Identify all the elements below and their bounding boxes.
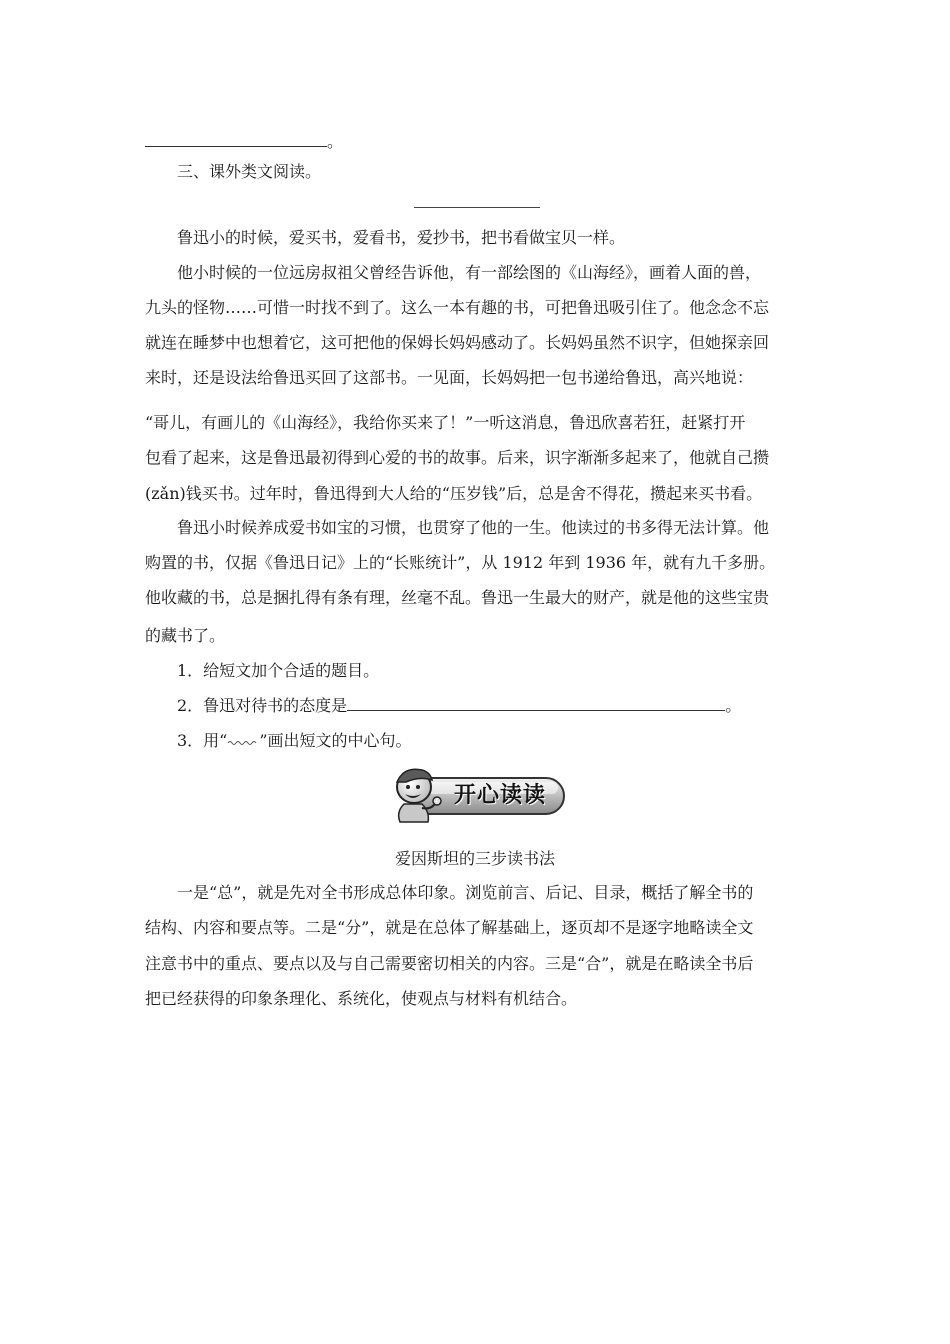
passage1-line: 鲁迅小时候养成爱书如宝的习惯，也贯穿了他的一生。他读过的书多得无法计算。他 (177, 518, 770, 537)
question-2-answer-blank[interactable] (347, 696, 725, 711)
passage1-line: 来时，还是设法给鲁迅买回了这部书。一见面，长妈妈把一包书递给鲁迅，高兴地说： (145, 368, 754, 387)
fill-end-punct: 。 (327, 132, 344, 151)
passage2-line: 一是“总”，就是先对全书形成总体印象。浏览前言、后记、目录，概括了解全书的 (177, 883, 754, 902)
passage1-line: 包看了起来，这是鲁迅最初得到心爱的书的故事。后来，识字渐渐多起来了，他就自己攒 (145, 448, 770, 467)
passage1-line: 他收藏的书，总是捆扎得有条有理，丝毫不乱。鲁迅一生最大的财产，就是他的这些宝贵 (145, 588, 770, 607)
happy-reading-badge (384, 760, 570, 826)
passage2-line: 结构、内容和要点等。二是“分”，就是在总体了解基础上，逐页却不是逐字地略读全文 (145, 918, 754, 937)
question-3-text-start: 3．用“ (177, 731, 228, 750)
question-3-text-end: ”画出短文的中心句。 (259, 731, 412, 750)
passage1-line: 的藏书了。 (145, 626, 226, 645)
passage1-line: 九头的怪物……可惜一时找不到了。这么一本有趣的书，可把鲁迅吸引住了。他念念不忘 (145, 298, 770, 317)
passage1-line: 鲁迅小的时候，爱买书，爱看书，爱抄书，把书看做宝贝一样。 (177, 228, 626, 247)
passage1-line: (zǎn)钱买书。过年时，鲁迅得到大人给的“压岁钱”后，总是舍不得花，攒起来买书看。 (145, 484, 763, 503)
previous-answer-line (145, 132, 810, 152)
passage-title-blank[interactable] (414, 207, 540, 208)
question-3 (177, 731, 842, 751)
wavy-underline-icon (227, 734, 259, 746)
question-2-text: 2．鲁迅对待书的态度是 (177, 696, 348, 715)
section-heading: 三、课外类文阅读。 (177, 162, 322, 181)
badge-label: 开心读读 (453, 783, 546, 808)
passage2-line: 把已经获得的印象条理化、系统化，使观点与材料有机结合。 (145, 989, 578, 1008)
passage2-title: 爱因斯坦的三步读书法 (394, 849, 555, 868)
passage1-line: 购置的书，仅据《鲁迅日记》上的“长账统计”，从 1912 年到 1936 年，就有九千多册。 (145, 553, 776, 572)
question-1: 1．给短文加个合适的题目。 (177, 661, 380, 680)
passage2-line: 注意书中的重点、要点以及与自己需要密切相关的内容。三是“合”，就是在略读全书后 (145, 954, 754, 973)
passage1-line: “哥儿，有画儿的《山海经》，我给你买来了！”一听这消息，鲁迅欣喜若狂，赶紧打开 (145, 413, 746, 432)
answer-blank[interactable] (145, 132, 327, 147)
question-2 (177, 696, 842, 716)
passage1-line: 他小时候的一位远房叔祖父曾经告诉他，有一部绘图的《山海经》，画着人面的兽， (177, 263, 762, 282)
passage1-line: 就连在睡梦中也想着它，这可把他的保姆长妈妈感动了。长妈妈虽然不识字，但她探亲回 (145, 333, 770, 352)
question-2-end: 。 (725, 696, 742, 715)
